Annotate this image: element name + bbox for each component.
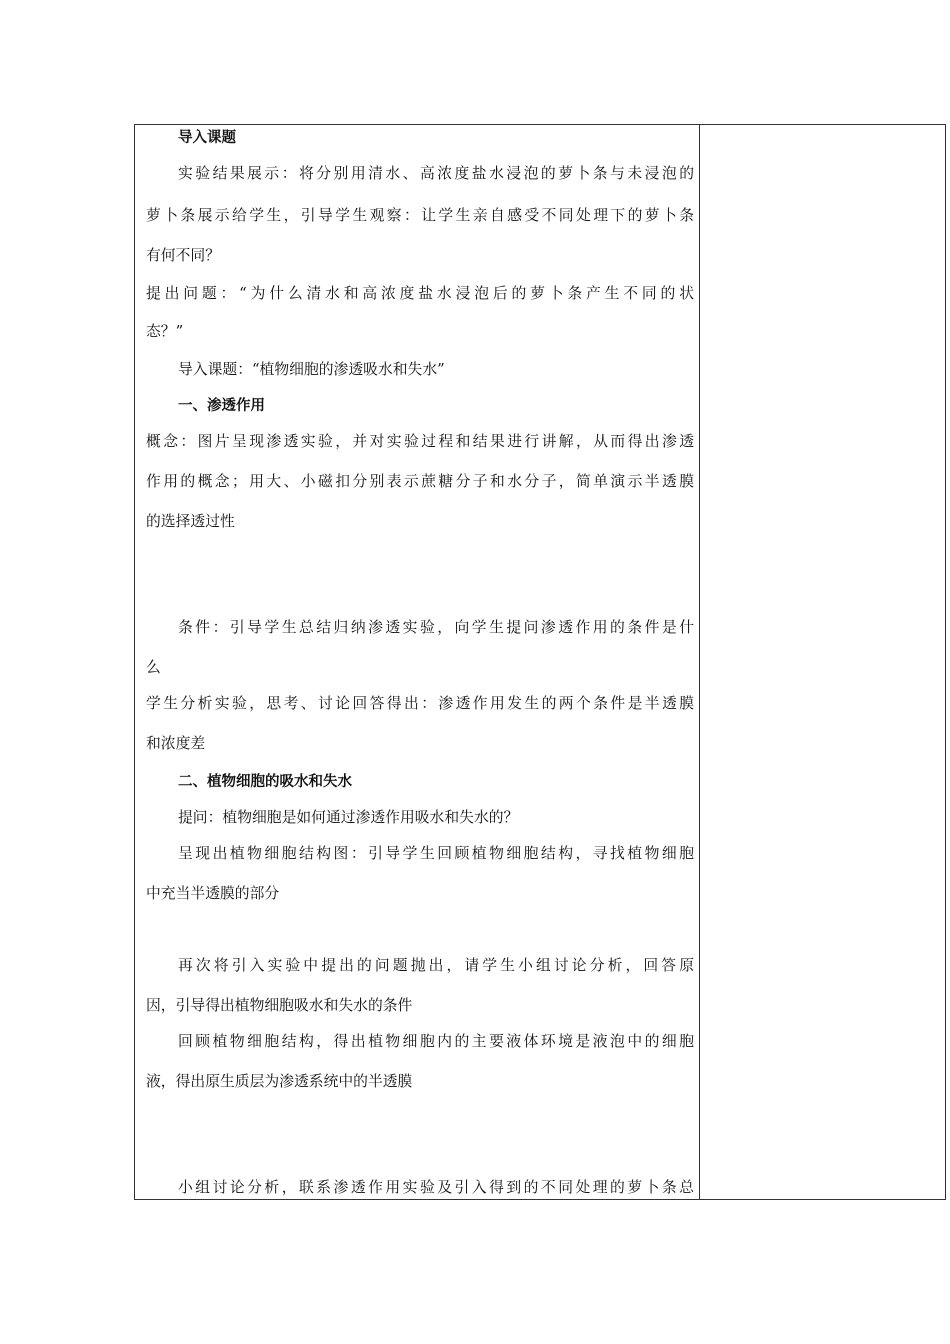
text-line: 提出问题：“为什么清水和高浓度盐水浸泡后的萝卜条产生不同的状 xyxy=(146,285,694,302)
text-line: 态？” xyxy=(146,323,184,340)
text-line: 么 xyxy=(146,659,161,676)
text-line: 和浓度差 xyxy=(146,735,206,752)
text-line: 呈现出植物细胞结构图：引导学生回顾植物细胞结构，寻找植物细胞 xyxy=(178,845,694,862)
text-line: 学生分析实验，思考、讨论回答得出：渗透作用发生的两个条件是半透膜 xyxy=(146,695,694,712)
teaching-process-cell xyxy=(146,124,694,1200)
text-line: 再次将引入实验中提出的问题抛出，请学生小组讨论分析，回答原 xyxy=(178,957,694,974)
text-line: 导入课题：“植物细胞的渗透吸水和失水” xyxy=(178,361,445,378)
heading-osmosis: 一、渗透作用 xyxy=(178,398,265,414)
remarks-cell xyxy=(700,125,945,1199)
text-line: 液，得出原生质层为渗透系统中的半透膜 xyxy=(146,1073,413,1090)
text-line: 概念：图片呈现渗透实验，并对实验过程和结果进行讲解，从而得出渗透 xyxy=(146,433,694,450)
text-line: 中充当半透膜的部分 xyxy=(146,885,280,902)
text-line: 小组讨论分析，联系渗透作用实验及引入得到的不同处理的萝卜条总 xyxy=(178,1179,694,1196)
heading-intro: 导入课题 xyxy=(178,130,236,146)
text-line: 条件：引导学生总结归纳渗透实验，向学生提问渗透作用的条件是什 xyxy=(178,619,694,636)
text-line: 有何不同？ xyxy=(146,247,220,264)
heading-plant-cell: 二、植物细胞的吸水和失水 xyxy=(178,774,352,790)
text-line: 提问：植物细胞是如何通过渗透作用吸水和失水的？ xyxy=(178,809,519,826)
text-line: 萝卜条展示给学生，引导学生观察：让学生亲自感受不同处理下的萝卜条 xyxy=(146,207,694,224)
text-line: 的选择透过性 xyxy=(146,513,235,530)
text-line: 回顾植物细胞结构，得出植物细胞内的主要液体环境是液泡中的细胞 xyxy=(178,1033,694,1050)
text-line: 实验结果展示：将分别用清水、高浓度盐水浸泡的萝卜条与未浸泡的 xyxy=(178,165,694,182)
text-line: 作用的概念；用大、小磁扣分别表示蔗糖分子和水分子，简单演示半透膜 xyxy=(146,473,694,490)
text-line: 因，引导得出植物细胞吸水和失水的条件 xyxy=(146,997,413,1014)
